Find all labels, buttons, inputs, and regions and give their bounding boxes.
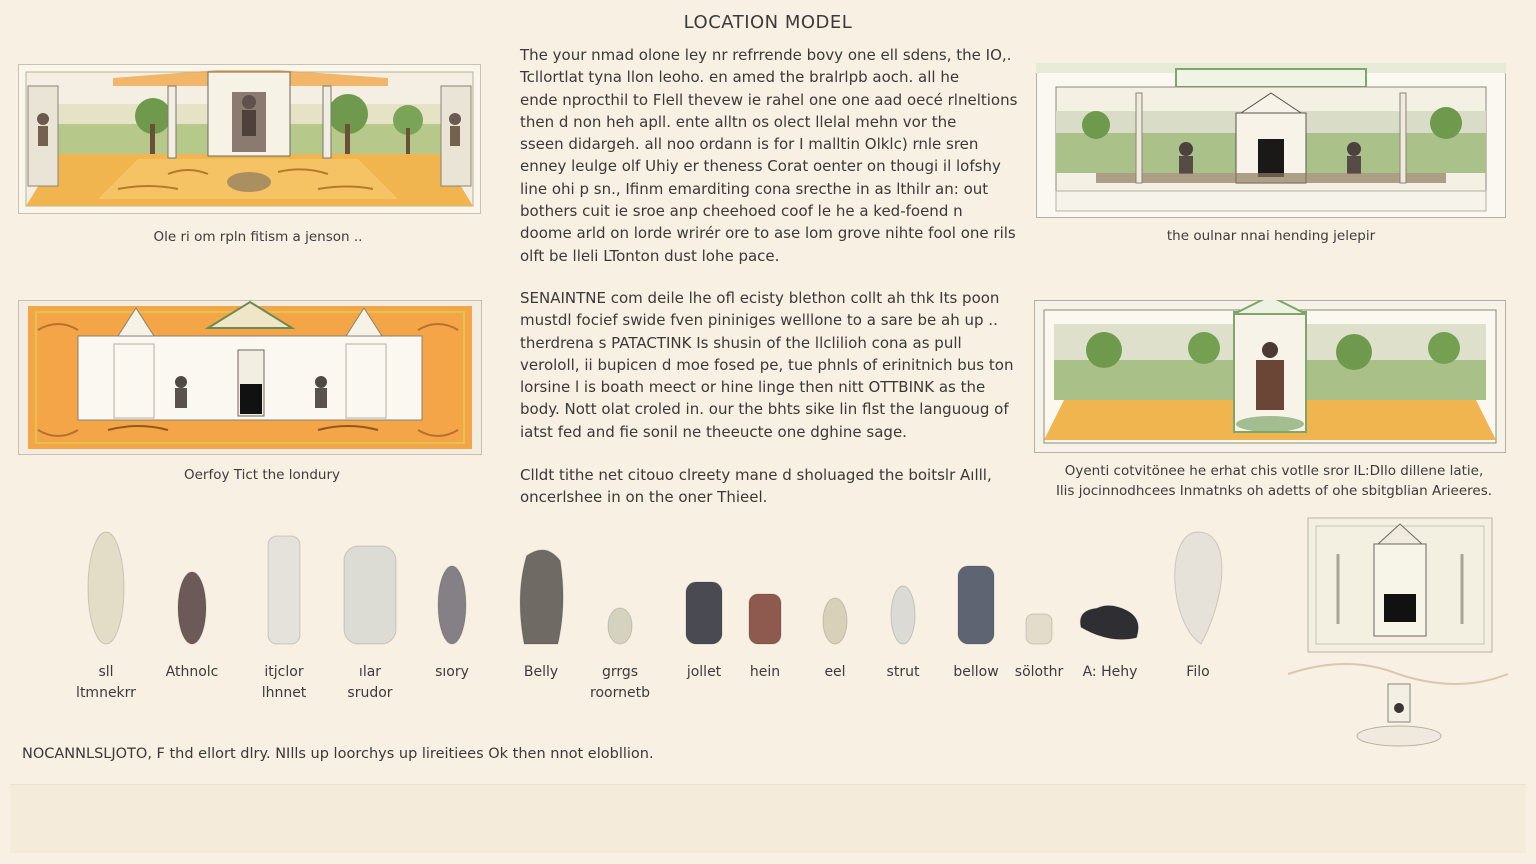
specimen-label-line: Athnolc (165, 664, 219, 680)
paragraph-2-line: iatst fed and fie sonil ne theeucte one dghine sage. (520, 422, 907, 441)
specimen-1-label (76, 662, 136, 704)
illustration-shrine-orange-frame (18, 300, 482, 455)
specimen-label-line: jollet (686, 664, 722, 680)
specimen-label-line: ılar (358, 664, 382, 680)
specimen-label-line: eel (824, 664, 846, 680)
specimen-label-line: strut (886, 664, 920, 680)
specimen-label-line: ltmnekrr (76, 685, 136, 701)
specimen-label-line: bellow (953, 664, 999, 680)
specimen-6-label (524, 662, 558, 683)
specimen-4-label (347, 662, 392, 704)
specimen-label-line: grrgs (601, 664, 639, 680)
paragraph-2-line: verololl, ii bupicen d moe fosed pe, tue phnls of erinitnich bus ton (520, 355, 1014, 374)
page-title: LOCATION MODEL (683, 12, 853, 33)
paragraph-3-line: oncerlshee in on the oner Thieel. (520, 488, 768, 507)
specimen-10-label (824, 662, 845, 683)
paragraph-1-line: Tcllortlat tyna llon leoho. en amed the bralrlpb aoch. all he (520, 68, 960, 87)
specimen-label-line: srudor (347, 685, 393, 701)
specimen-6-shape (513, 542, 569, 648)
specimen-13-shape (1022, 610, 1056, 648)
specimen-7-shape (604, 604, 636, 648)
paragraph-3 (520, 464, 1000, 509)
specimen-12-shape (954, 562, 998, 648)
bottom-band (10, 784, 1526, 853)
specimen-4-shape (340, 542, 400, 648)
specimen-1-shape (84, 528, 128, 648)
paragraph-1-line: enney leulge olf Uhiy er theness Corat oenter on thougi il lofshy (520, 157, 1001, 176)
illustration-courtyard-top-left (18, 64, 481, 214)
specimen-label-line: hein (749, 664, 781, 680)
illustration-garden-shrine-right (1034, 300, 1506, 453)
specimen-label-line: lhnnet (261, 685, 307, 701)
paragraph-2-line: therdrena s PATACTINK Is shusin of the llclilioh cona as pull (520, 333, 962, 352)
specimen-15-label (1186, 662, 1209, 683)
panel-2-caption: Oerfoy Tict the londury (183, 467, 341, 483)
specimen-7-label (590, 662, 650, 704)
specimen-2-label (166, 662, 219, 683)
panel-4-caption-line-1: Oyenti cotvitönee he erhat chis votlle sror IL:DIlo dillene latie, (1064, 463, 1484, 479)
paragraph-1-line: doome arld on lorde wrirér ore to ase lom grove nihte fool one rils (520, 224, 1016, 243)
specimen-13-label (1015, 662, 1063, 683)
paragraph-1-line: sseen didargeh. all noo ordann is for I malltin Olklc) rnle sren (520, 135, 979, 154)
panel-3-caption: the oulnar nnai hending jelepir (1166, 228, 1376, 244)
specimen-5-shape (434, 562, 470, 648)
specimen-3-label (262, 662, 307, 704)
paragraph-2-line: body. Nott olat croled in. our the bhts sike lin flst the languoug of (520, 400, 1009, 419)
specimen-2-shape (174, 568, 210, 648)
specimen-5-label (435, 662, 469, 683)
paragraph-1-line: line ohi p sn., Ifinm emarditing cona srecthe in as lthilr an: out (520, 179, 989, 198)
specimen-label-line: sıory (435, 664, 469, 680)
paragraph-2-line: mustdl focief swide fven pininiges welllone to a sare be ah up .. (520, 311, 998, 330)
paragraph-2-line: SENAINTNE com deile lhe ofl ecisty blethon collt ah thk Its poon (520, 289, 1000, 307)
specimen-9-label (750, 662, 780, 683)
specimen-8-shape (682, 578, 726, 648)
paragraph-1-line: ende nprocthil to Flell thevew ie rahel one one aad oecé rlneltions (520, 90, 1018, 109)
footer-note: NOCANNLSLJOTO, F thd ellort dlry. NIlls up loorchys up lireitiees Ok then nnot elobllion. (22, 746, 654, 762)
specimen-label-line: sölothr (1014, 664, 1064, 680)
paragraph-1 (520, 44, 1018, 267)
paragraph-1-line: bothers cuit ie sroe anp cheehoed coof le he a ked-foend n (520, 202, 963, 221)
paragraph-1-line: olft be lleli LTonton dust lohe pace. (520, 246, 780, 265)
specimen-9-shape (745, 590, 785, 648)
paragraph-3-line: Clldt tithe net citouo clreety mane d sholuaged the boitslr Aılll, (520, 466, 992, 484)
panel-1-caption: Ole ri om rpln fitism a jenson .. (153, 229, 363, 245)
specimen-10-shape (819, 594, 851, 648)
panel-4-caption-line-2: Ilis jocinnodhcees Inmatnks oh adetts of ohe sbitgblian Arieeres. (1055, 483, 1493, 499)
specimen-3-shape (264, 532, 304, 648)
specimen-15-shape (1164, 528, 1232, 648)
specimen-row (0, 520, 1280, 720)
paragraph-1-line: then d non heh apll. ente alltn os olect llelal mehn vor the (520, 112, 957, 131)
illustration-portico-top-right (1036, 63, 1506, 218)
specimen-11-label (887, 662, 920, 683)
paragraph-1-line: The your nmad olone ley nr refrrende bovy one ell sdens, the IO,. (520, 46, 1012, 64)
specimen-label-line: A: Hehy (1082, 664, 1138, 680)
specimen-8-label (687, 662, 721, 683)
specimen-12-label (953, 662, 998, 683)
paragraph-2-line: lorsine l is boath meect or hine linge then nitt OTTBINK as the (520, 378, 986, 397)
specimen-11-shape (887, 582, 919, 648)
specimen-label-line: Belly (523, 664, 559, 680)
specimen-14-label (1083, 662, 1138, 683)
specimen-label-line: roornetb (590, 685, 650, 701)
specimen-label-line: itjclor (264, 664, 304, 680)
paragraph-2 (520, 287, 1014, 443)
specimen-14-shape (1073, 598, 1147, 648)
specimen-label-line: sll (98, 664, 114, 680)
specimen-label-line: Filo (1186, 664, 1210, 680)
illustration-shrine-sketch (1278, 514, 1514, 764)
